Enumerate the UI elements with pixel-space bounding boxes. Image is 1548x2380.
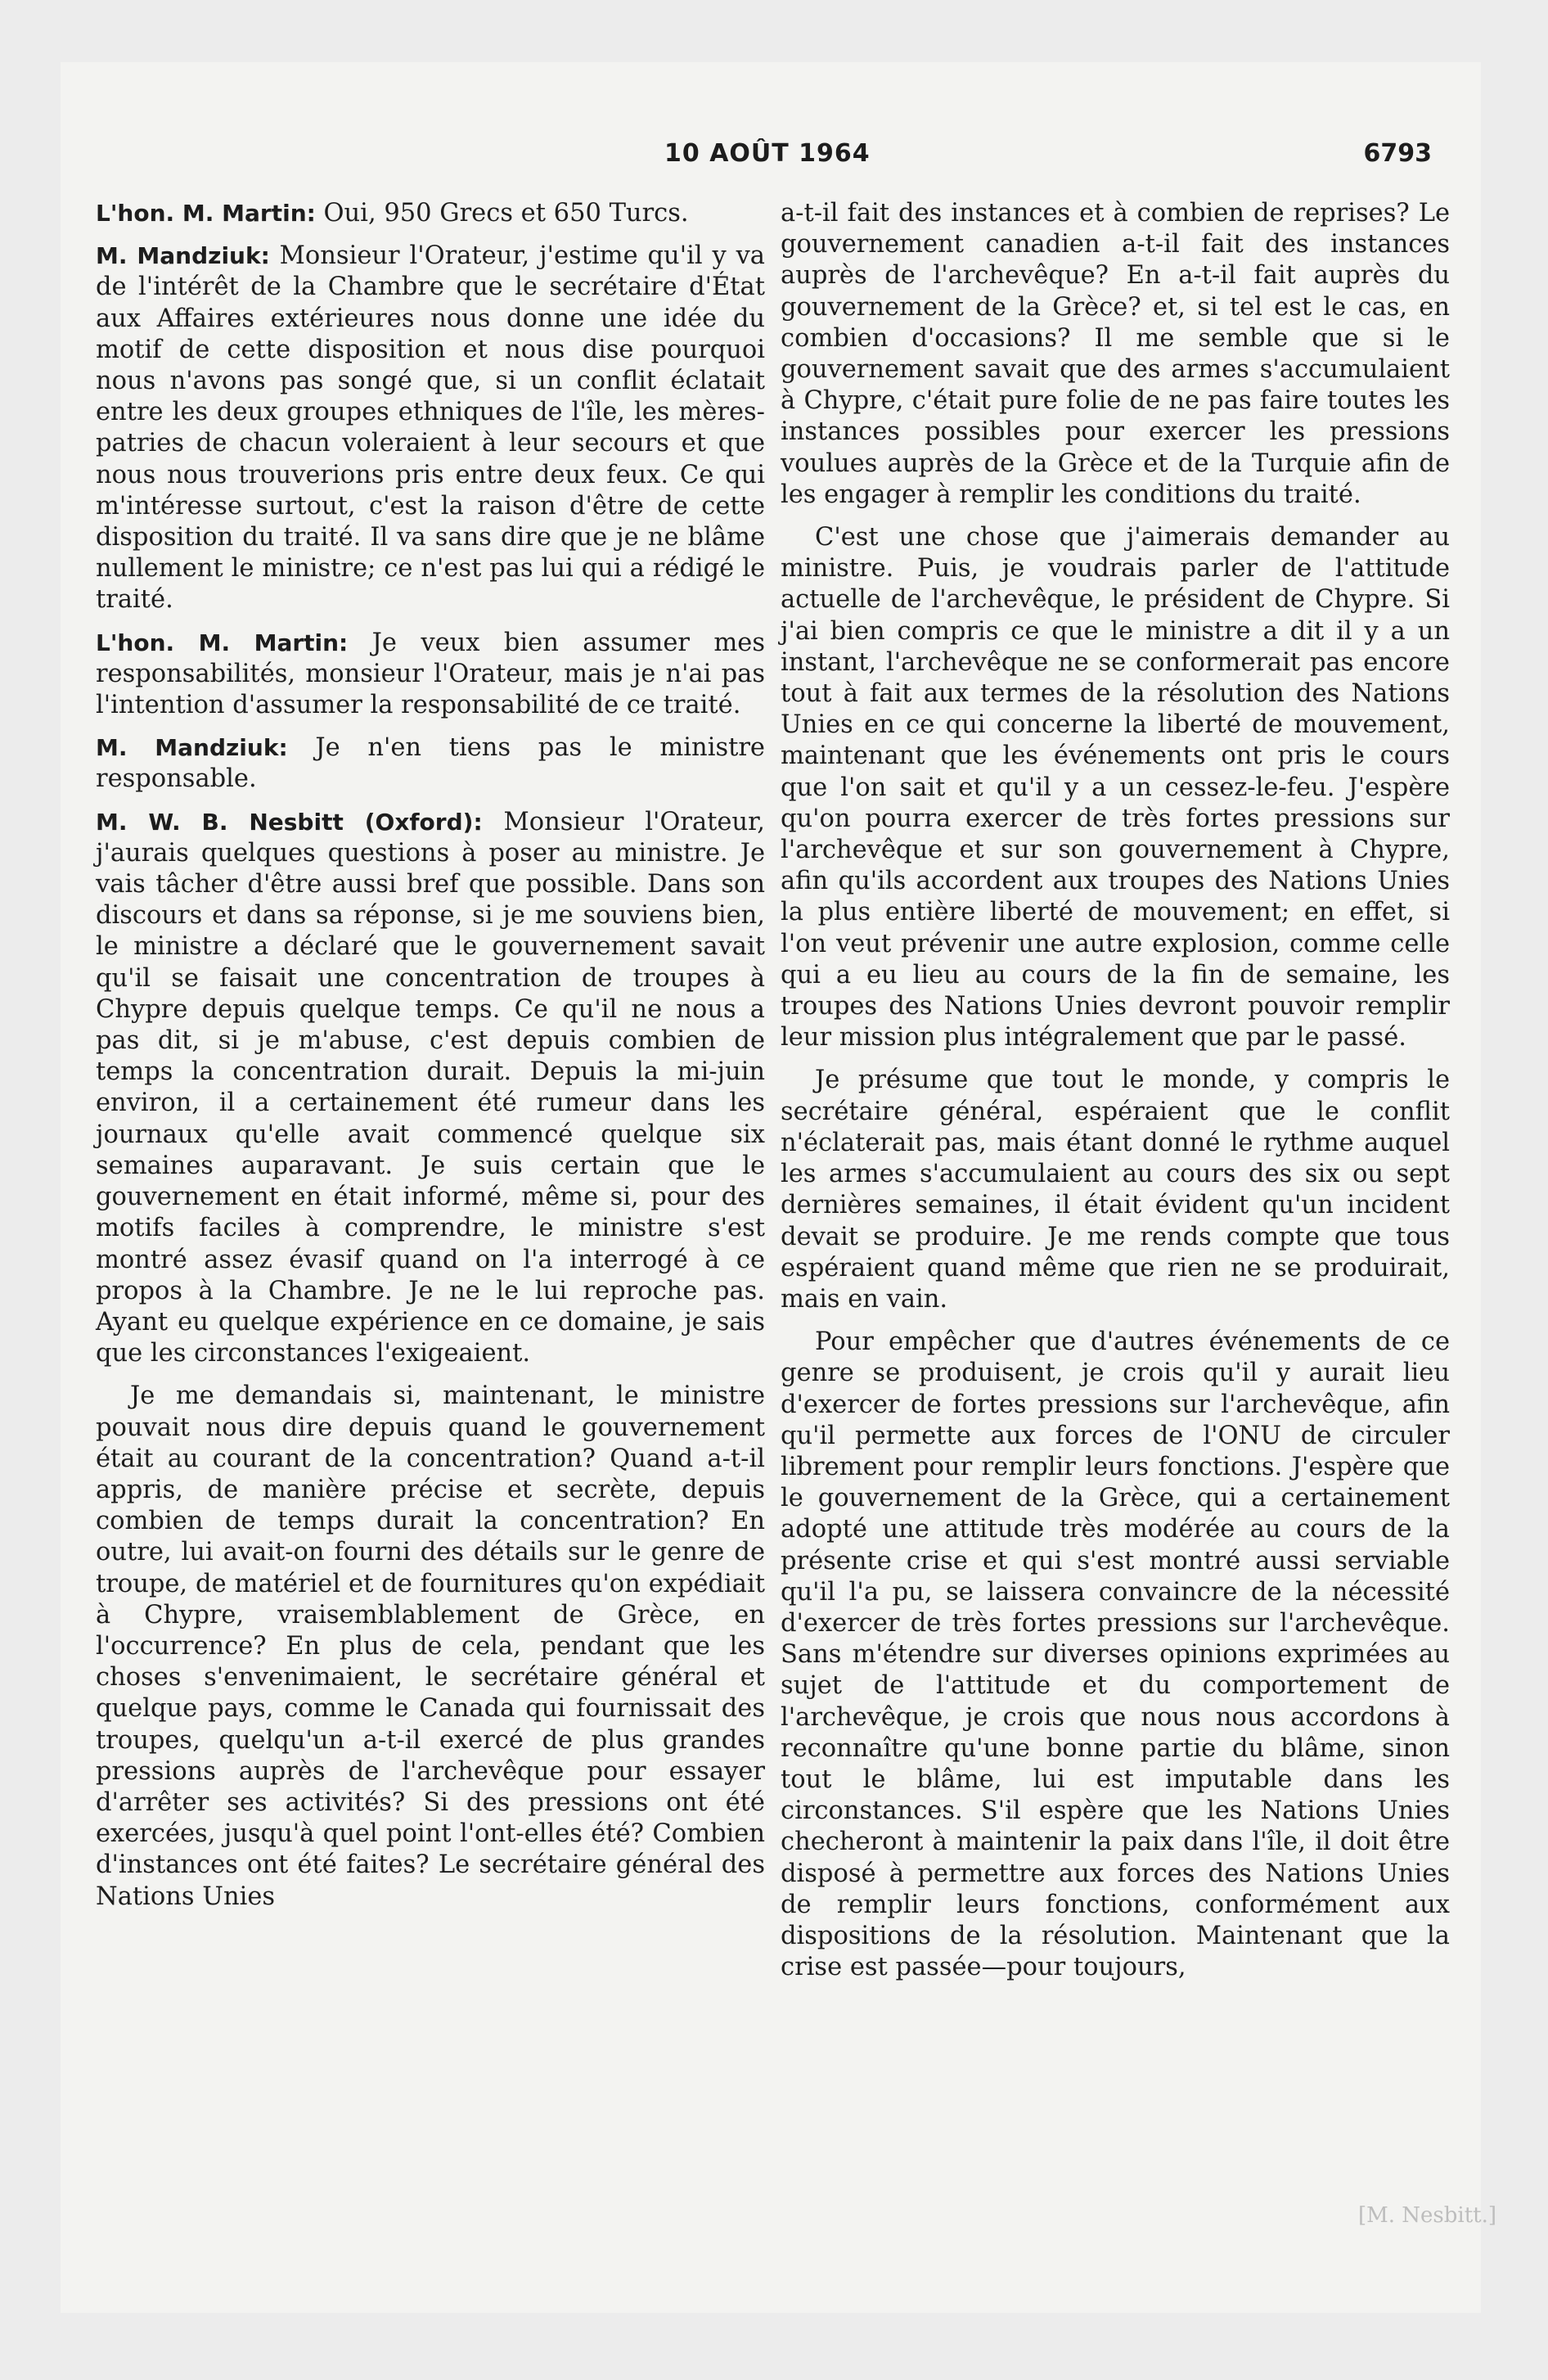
speech-text: Pour empêcher que d'autres événements de ce genre se produisent, je crois qu'il y aurait lieu d'exercer de fortes pressions sur l'archevêque, afin qu'il permette aux forces de l'ONU de circuler librement pour remplir leurs fonctions. J'espère que le gouvernement de la Grèce, qui a certainement adopté une attitude très modérée au cours de la présente crise et qui s'est montré aussi serviable qu'il l'a pu, se laissera convaincre de la nécessité d'exercer de très fortes pressions sur l'archevêque. Sans m'étendre sur diverses opinions exprimées au sujet de l'attitude et du comportement de l'archevêque, je crois que nous nous accordons à reconnaître qu'une bonne partie du blâme, sinon tout le blâme, lui est imputable dans les circonstances. S'il espère que les Nations Unies checheront à maintenir la paix dans l'île, il doit être disposé à permettre aux forces des Nations Unies de remplir leurs fonctions, conformément aux dispositions de la résolution. Maintenant que la crise est passée—pour toujours,	[781, 1327, 1450, 1982]
speech-text: Monsieur l'Orateur, j'estime qu'il y va de l'intérêt de la Chambre que le secrétaire d'État aux Affaires extérieures nous donne une idée du motif de cette disposition et nous dise pourquoi nous n'avons pas songé que, si un conflit éclatait entre les deux groupes ethniques de l'île, les mères-patries de chacun voleraient à leur secours et que nous nous trouverions pris entre deux feux. Ce qui m'intéresse surtout, c'est la raison d'être de cette disposition du traité. Il va sans dire que je ne blâme nullement le ministre; ce n'est pas lui qui a rédigé le traité.	[96, 241, 765, 615]
speaker-name: L'hon. M. Martin:	[96, 200, 316, 227]
paragraph	[781, 1327, 1450, 1983]
speech-text: Monsieur l'Orateur, j'aurais quelques questions à poser au ministre. Je vais tâcher d'être aussi bref que possible. Dans son discours et dans sa réponse, si je me souviens bien, le ministre a déclaré que le gouvernement savait qu'il se faisait une concentration de troupes à Chypre depuis quelque temps. Ce qu'il ne nous a pas dit, si je m'abuse, c'est depuis combien de temps la concentration durait. Depuis la mi-juin environ, il a certainement été rumeur dans les journaux qu'elle avait commencé quelque six semaines auparavant. Je suis certain que le gouvernement en était informé, même si, pour des motifs faciles à comprendre, le ministre s'est montré assez évasif quand on l'a interrogé à ce propos à la Chambre. Je ne le lui reproche pas. Ayant eu quelque expérience en ce domaine, je sais que les circonstances l'exigeaient.	[96, 807, 765, 1368]
paragraph	[96, 1381, 765, 1912]
speech-text: Je me demandais si, maintenant, le ministre pouvait nous dire depuis quand le gouvernement était au courant de la concentration? Quand a-t-il appris, de manière précise et secrète, depuis combien de temps durait la concentration? En outre, lui avait-on fourni des détails sur le genre de troupe, de matériel et de fournitures qu'on expédiait à Chypre, vraisemblablement de Grèce, en l'occurrence? En plus de cela, pendant que les choses s'envenimaient, le secrétaire général et quelque pays, comme le Canada qui fournissait des troupes, quelqu'un a-t-il exercé de plus grandes pressions auprès de l'archevêque pour essayer d'arrêter ses activités? Si des pressions ont été exercées, jusqu'à quel point l'ont-elles été? Combien d'instances ont été faites? Le secrétaire général des Nations Unies	[96, 1382, 765, 1911]
speech-text: Je présume que tout le monde, y compris le secrétaire général, espéraient que le conflit n'éclaterait pas, mais étant donné le rythme auquel les armes s'accumulaient au cours des six ou sept dernières semaines, il était évident qu'un incident devait se produire. Je me rends compte que tous espéraient quand même que rien ne se produirait, mais en vain.	[781, 1066, 1450, 1314]
paragraph	[96, 241, 765, 615]
paragraph	[96, 198, 765, 229]
paragraph	[781, 1065, 1450, 1315]
paragraph	[96, 628, 765, 722]
left-column	[96, 198, 765, 1924]
speech-text: a-t-il fait des instances et à combien de reprises? Le gouvernement canadien a-t-il fait des instances auprès de l'archevêque? En a-t-il fait auprès du gouvernement de la Grèce? et, si tel est le cas, en combien d'occasions? Il me semble que si le gouvernement savait que des armes s'accumulaient à Chypre, c'était pure folie de ne pas faire toutes les instances possibles pour exercer les pressions voulues auprès de la Grèce et de la Turquie afin de les engager à remplir les conditions du traité.	[781, 199, 1450, 509]
speech-text: Je veux bien assumer mes responsabilités, monsieur l'Orateur, mais je n'ai pas l'intention d'assumer la responsabilité de ce traité.	[96, 628, 765, 720]
paragraph	[781, 522, 1450, 1053]
paragraph	[96, 807, 765, 1370]
paragraph	[96, 732, 765, 795]
footer-note: [M. Nesbitt.]	[1358, 2203, 1497, 2228]
speaker-name: M. Mandziuk:	[96, 242, 270, 270]
header-date: 10 AOÛT 1964	[664, 139, 871, 168]
page-number: 6793	[1363, 139, 1432, 168]
speech-text: Oui, 950 Grecs et 650 Turcs.	[315, 199, 689, 228]
speech-text: C'est une chose que j'aimerais demander au ministre. Puis, je voudrais parler de l'attitude actuelle de l'archevêque, le président de Chypre. Si j'ai bien compris ce que le ministre a dit il y a un instant, l'archevêque ne se conformerait pas encore tout à fait aux termes de la résolution des Nations Unies en ce qui concerne la liberté de mouvement, maintenant que les événements ont pris le cours que l'on sait et qu'il y a un cessez-le-feu. J'espère qu'on pourra exercer de très fortes pressions sur l'archevêque et sur son gouvernement à Chypre, afin qu'ils accordent aux troupes des Nations Unies la plus entière liberté de mouvement; en effet, si l'on veut prévenir une autre explosion, comme celle qui a eu lieu au cours de la fin de semaine, les troupes des Nations Unies devront pouvoir remplir leur mission plus intégralement que par le passé.	[781, 523, 1450, 1053]
speaker-name: L'hon. M. Martin:	[96, 629, 349, 656]
right-column	[781, 198, 1450, 1995]
speaker-name: M. Mandziuk:	[96, 734, 288, 762]
paragraph	[781, 198, 1450, 511]
speech-text: Je n'en tiens pas le ministre responsable.	[96, 733, 765, 794]
speaker-name: M. W. B. Nesbitt (Oxford):	[96, 808, 483, 836]
